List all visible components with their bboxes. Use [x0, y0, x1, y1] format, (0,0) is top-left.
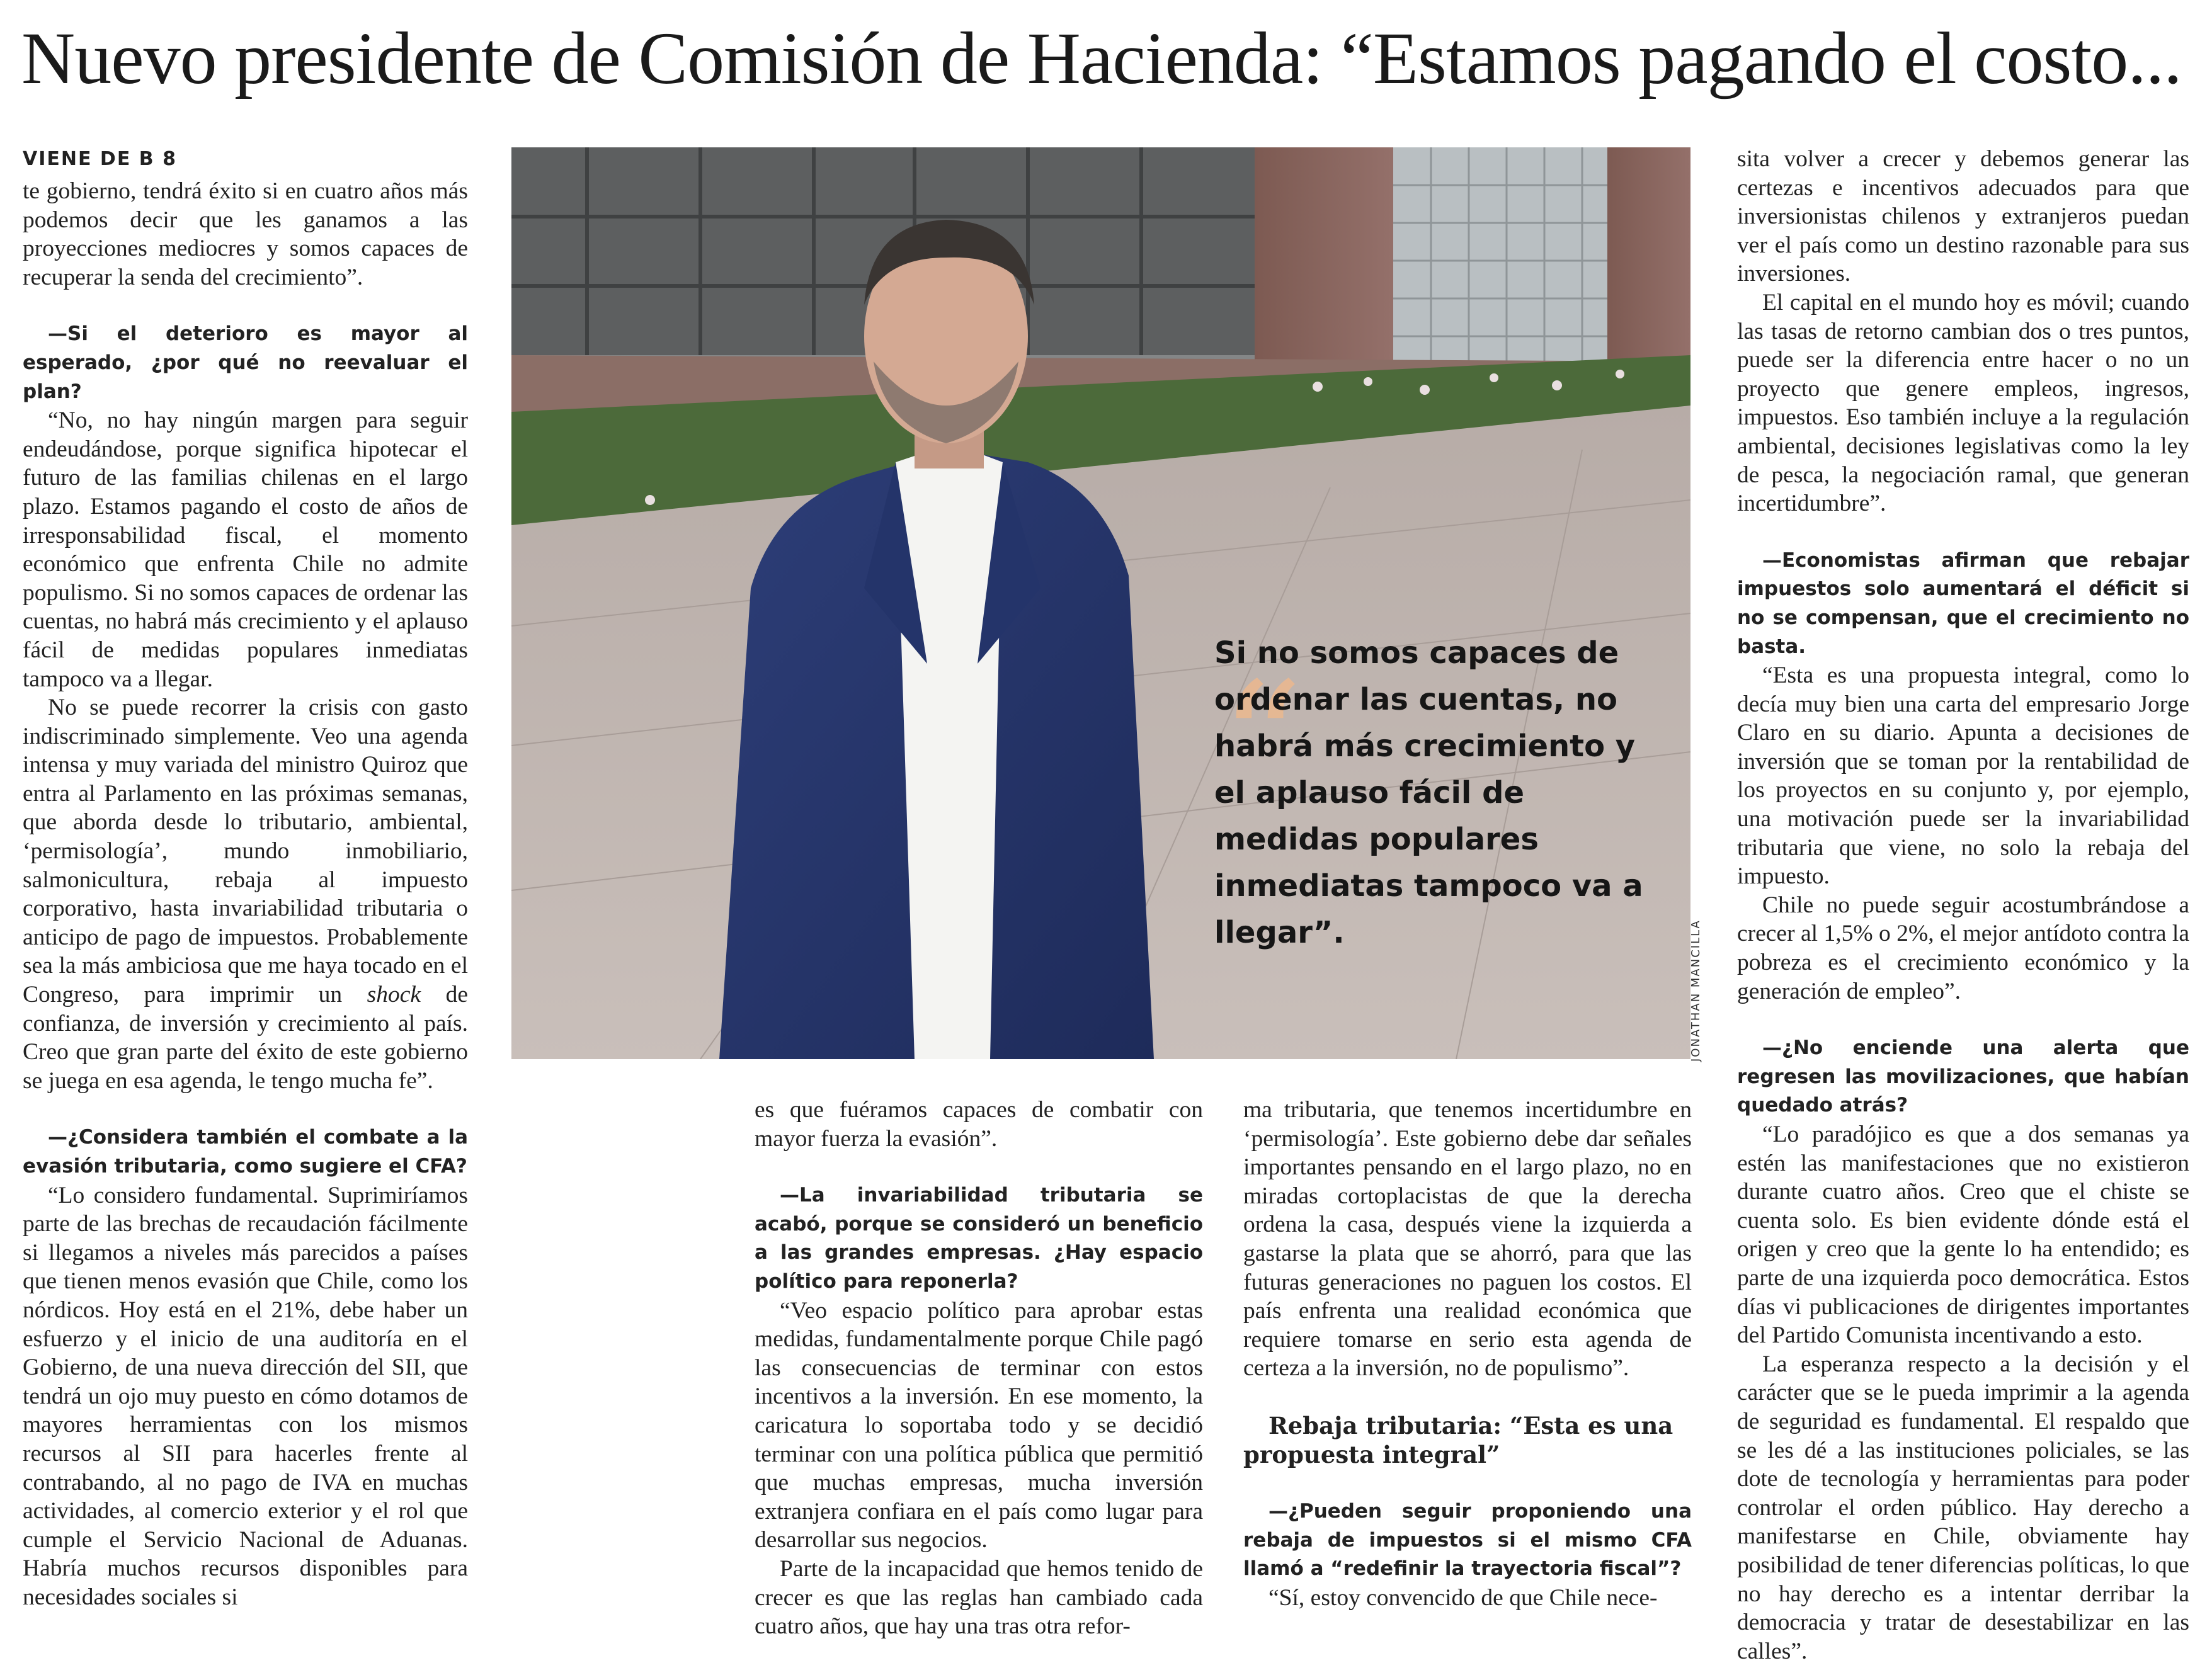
- paragraph: “Sí, estoy convencido de que Chile nece-: [1268, 1584, 1658, 1611]
- paragraph: “No, no hay ningún margen para seguir endeudándose, porque significa hipotecar el futuro de las familias chilenas en el largo plazo. Estamos pagando el costo de años de irresponsabilidad fiscal, el momento económico que enfrenta Chile no admite populismo. Si no somos capaces de ordenar las cuentas, no habrá más crecimiento y el aplauso fácil de medidas populares inmediatas tampoco va a llegar.: [23, 407, 468, 692]
- article-column-3: [1243, 1096, 1692, 1612]
- article-column-2: [755, 1096, 1203, 1641]
- paragraph: sita volver a crecer y debemos generar las certezas e incentivos adecuados para que inversionistas chilenos y extranjeros puedan ver el país como un destino razonable para sus inversiones.: [1737, 146, 2189, 287]
- paragraph: ma tributaria, que tenemos incertidumbre en ‘permisología’. Este gobierno debe dar señales importantes pensando en el largo plazo, no en miradas cortoplacistas de que la derecha ordena la casa, después viene la izquierda a gastarse la plata que se ahorró, para que las futuras generaciones no paguen los costos. El país enfrenta una realidad económica que requiere tomarse en serio esta agenda de certeza a la inversión, no de populismo”.: [1243, 1097, 1692, 1382]
- section-subhead: Rebaja tributaria: “Esta es una propuesta integral”: [1243, 1411, 1673, 1468]
- paragraph: El capital en el mundo hoy es móvil; cuando las tasas de retorno cambian dos o tres puntos, puede ser la diferencia entre hacer o no un proyecto que genere empleos, ingresos, impuestos. Eso también incluye a la regulación ambiental, decisiones legislativas como la ley de pesca, la negociación ramal, que generan incertidumbre”.: [1737, 289, 2189, 517]
- paragraph: te gobierno, tendrá éxito si en cuatro años más podemos decir que les ganamos a las proyecciones mediocres y somos capaces de recuperar la senda del crecimiento”.: [23, 178, 468, 290]
- interview-question: —La invariabilidad tributaria se acabó, porque se consideró un beneficio a las grandes empresas. ¿Hay espacio político para reponerla?: [755, 1184, 1203, 1293]
- paragraph: “Lo paradójico es que a dos semanas ya estén las manifestaciones que no existieron durante cuatro años. Creo que el chiste se cuenta solo. Es bien evidente dónde está el origen y creo que la gente lo ha entendido; es parte de una izquierda poco democrática. Estos días vi publicaciones de dirigentes importantes del Partido Comunista incentivando a esto.: [1737, 1121, 2189, 1349]
- interview-question: —¿Considera también el combate a la evasión tributaria, como sugiere el CFA?: [23, 1126, 468, 1178]
- continued-from-label: VIENE DE B 8: [23, 148, 177, 170]
- interview-question: —¿Pueden seguir proponiendo una rebaja de impuestos si el mismo CFA llamó a “redefinir la trayectoria fiscal”?: [1243, 1499, 1692, 1581]
- paragraph: “Veo espacio político para aprobar estas medidas, fundamentalmente porque Chile pagó las consecuencias de terminar con estos incentivos a la inversión. En ese momento, la caricatura lo soportaba todo y se decidió terminar con una política pública que permitió que muchas empresas, mucha inversión extranjera confiara en el país como lugar para desarrollar sus negocios.: [755, 1297, 1203, 1553]
- paragraph: La esperanza respecto a la decisión y el carácter que se le pueda imprimir a la agenda de seguridad es fundamental. El respaldo que se les dé a las instituciones policiales, se las dote de tecnología y herramientas para poder controlar el orden público. Hay derecho a manifestarse en Chile, obviamente hay posibilidad de tener diferencias políticas, lo que no hay derecho es a intentar derribar la democracia y tratar de desestabilizar en las calles”.: [1737, 1351, 2189, 1664]
- quote-mark-icon: “: [1219, 648, 1303, 838]
- paragraph: Chile no puede seguir acostumbrándose a crecer al 1,5% o 2%, el mejor antídoto contra la pobreza es el crecimiento económico y la generación de empleo”.: [1737, 892, 2189, 1004]
- article-column-4: [1737, 145, 2189, 1666]
- article-column-1: [23, 145, 468, 1612]
- paragraph: Parte de la incapacidad que hemos tenido de crecer es que las reglas han cambiado cada cuatro años, que hay una tras otra refor-: [755, 1555, 1203, 1640]
- interview-question: —Economistas afirman que rebajar impuestos solo aumentará el déficit si no se compensan, que el crecimiento no basta.: [1737, 548, 2189, 658]
- paragraph: “Esta es una propuesta integral, como lo decía muy bien una carta del empresario Jorge Claro en su diario. Apunta a decisiones de inversión que se toman por la rentabilidad de los proyectos en su conjunto y, por ejemplo, una motivación puede ser la invariabilidad tributaria que viene, no solo la rebaja del impuesto.: [1737, 662, 2189, 890]
- paragraph: “Lo considero fundamental. Suprimiríamos parte de las brechas de recaudación fácilmente si llegamos a niveles más parecidos a países que tienen menos evasión que Chile, como los nórdicos. Hoy está en el 21%, debe haber un esfuerzo y el inicio de una auditoría en el Gobierno, de una nueva dirección del SII, que tendrá un ojo muy puesto en cómo dotamos de mayores herramientas con los mismos recursos al SII para hacerles frente al contrabando, al no pago de IVA en muchas actividades, al comercio exterior y el rol que cumple el Servicio Nacional de Aduanas. Habría muchos recursos disponibles para necesidades sociales si: [23, 1182, 468, 1610]
- interview-question: —Si el deterioro es mayor al esperado, ¿por qué no reevaluar el plan?: [23, 322, 468, 403]
- pull-quote: Si no somos capaces de ordenar las cuentas, no habrá más crecimiento y el aplauso fácil de medidas populares inmediatas tampoco va a llegar”.: [1214, 635, 1643, 950]
- photo-credit: JONATHAN MANCILLA: [1689, 919, 1702, 1062]
- paragraph: es que fuéramos capaces de combatir con mayor fuerza la evasión”.: [755, 1097, 1203, 1152]
- interview-question: —¿No enciende una alerta que regresen las movilizaciones, que habían quedado atrás?: [1737, 1036, 2189, 1117]
- headline: Nuevo presidente de Comisión de Hacienda: “Estamos pagando el costo...: [21, 17, 2182, 99]
- paragraph: No se puede recorrer la crisis con gasto indiscriminado simplemente. Veo una agenda intensa y muy variada del ministro Quiroz que entra al Parlamento en las próximas semanas, que aborda desde lo tributario, ambiental, ‘permisología’, mundo inmobiliario, salmonicultura, rebaja al impuesto corporativo, hasta invariabilidad tributaria o anticipo de pago de impuestos. Probablemente sea la más ambiciosa que me haya tocado en el Congreso, para imprimir un shock de confianza, de inversión y crecimiento al país. Creo que gran parte del éxito de este gobierno se juega en esa agenda, le tengo mucha fe”.: [23, 695, 468, 1094]
